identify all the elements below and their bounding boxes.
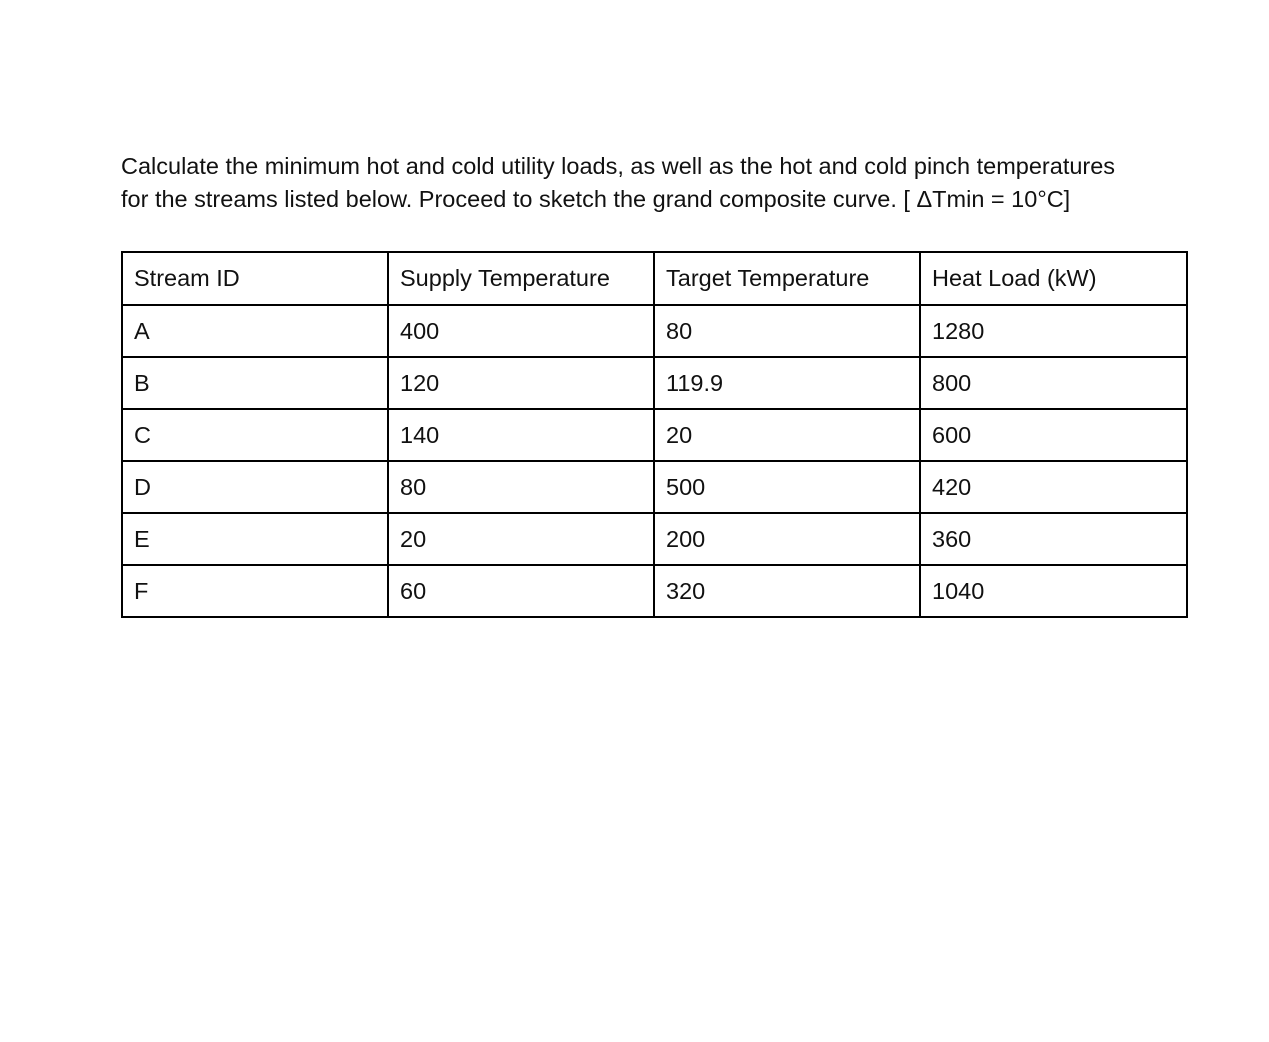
problem-statement-line-1: Calculate the minimum hot and cold utility loads, as well as the hot and cold pinch temperatures [121, 153, 1116, 179]
cell-target-temperature: 320 [654, 565, 920, 617]
cell-supply-temperature: 80 [388, 461, 654, 513]
cell-stream-id: E [122, 513, 388, 565]
cell-stream-id: A [122, 305, 388, 357]
cell-target-temperature: 500 [654, 461, 920, 513]
header-heat-load: Heat Load (kW) [920, 252, 1187, 305]
table-row [122, 409, 1187, 461]
cell-stream-id: C [122, 409, 388, 461]
stream-table-body [122, 305, 1187, 617]
cell-supply-temperature: 400 [388, 305, 654, 357]
cell-supply-temperature: 140 [388, 409, 654, 461]
cell-target-temperature: 200 [654, 513, 920, 565]
cell-heat-load: 600 [920, 409, 1187, 461]
cell-heat-load: 420 [920, 461, 1187, 513]
header-target-temperature: Target Temperature [654, 252, 920, 305]
cell-heat-load: 800 [920, 357, 1187, 409]
table-row [122, 513, 1187, 565]
cell-heat-load: 1040 [920, 565, 1187, 617]
problem-statement-line-2: for the streams listed below. Proceed to sketch the grand composite curve. [ ΔTmin = 10°C] [121, 186, 1071, 212]
cell-stream-id: B [122, 357, 388, 409]
cell-supply-temperature: 20 [388, 513, 654, 565]
header-row [122, 252, 1187, 305]
cell-stream-id: F [122, 565, 388, 617]
cell-heat-load: 360 [920, 513, 1187, 565]
header-stream-id: Stream ID [122, 252, 388, 305]
cell-target-temperature: 20 [654, 409, 920, 461]
header-supply-temperature: Supply Temperature [388, 252, 654, 305]
cell-supply-temperature: 120 [388, 357, 654, 409]
table-row [122, 305, 1187, 357]
table-row [122, 461, 1187, 513]
stream-table [121, 251, 1188, 618]
cell-supply-temperature: 60 [388, 565, 654, 617]
table-row [122, 357, 1187, 409]
problem-statement [121, 150, 1201, 216]
cell-stream-id: D [122, 461, 388, 513]
stream-table-header [122, 252, 1187, 305]
cell-target-temperature: 80 [654, 305, 920, 357]
cell-heat-load: 1280 [920, 305, 1187, 357]
cell-target-temperature: 119.9 [654, 357, 920, 409]
table-row [122, 565, 1187, 617]
